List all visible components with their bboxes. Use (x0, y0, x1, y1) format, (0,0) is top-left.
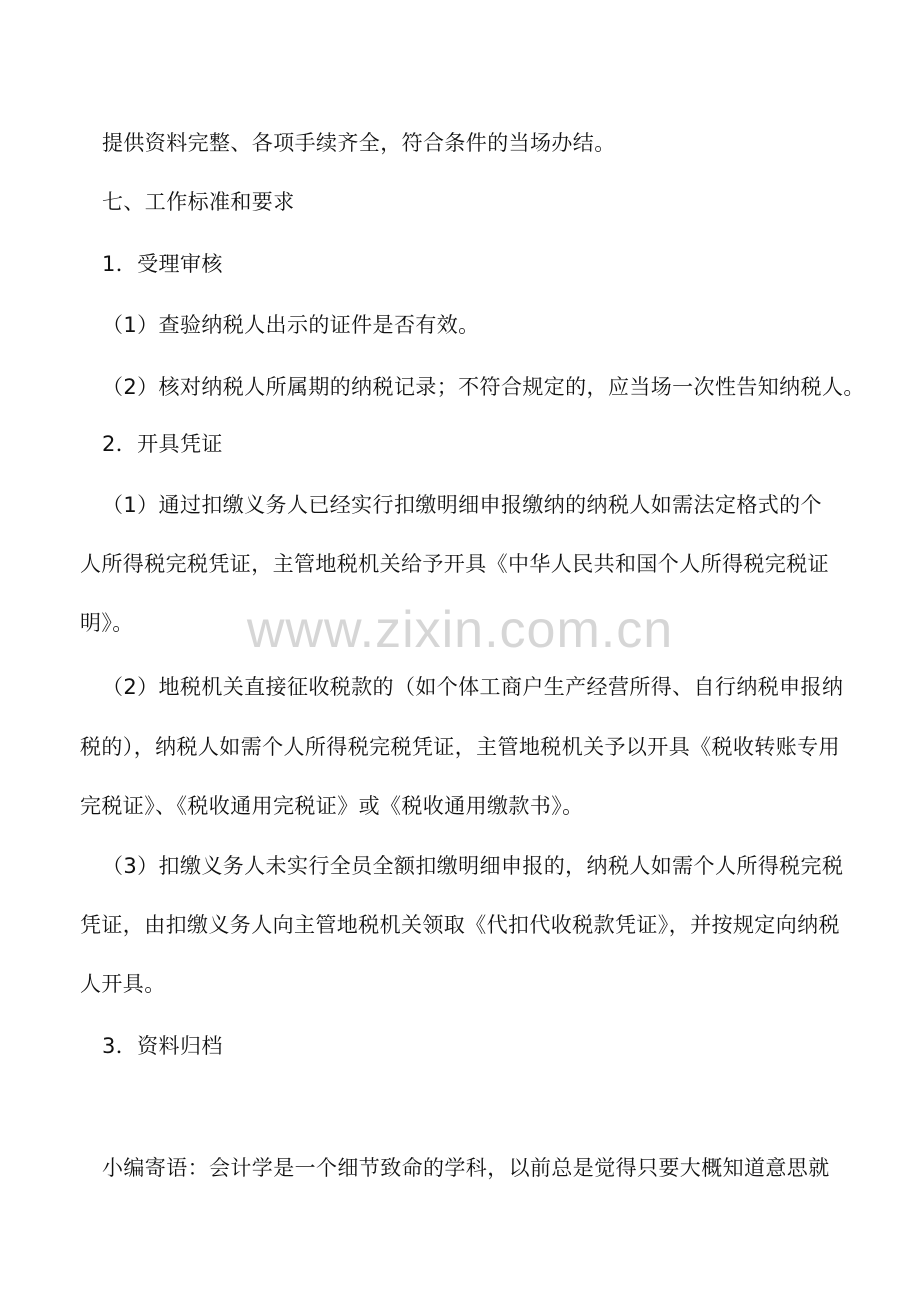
list-item: （3）扣缴义务人未实行全员全额扣缴明细申报的，纳税人如需个人所得税完税 (102, 854, 844, 878)
editor-note: 小编寄语：会计学是一个细节致命的学科，以前总是觉得只要大概知道意思就 (102, 1156, 830, 1180)
paragraph-line: 人开具。 (80, 972, 166, 996)
subsection-heading: 3．资料归档 (102, 1034, 223, 1058)
watermark: www.zixin.com.cn (246, 601, 674, 659)
subsection-heading: 1．受理审核 (102, 252, 223, 276)
list-item: （1）通过扣缴义务人已经实行扣缴明细申报缴纳的纳税人如需法定格式的个 (102, 493, 822, 517)
list-item: （1）查验纳税人出示的证件是否有效。 (102, 313, 480, 337)
paragraph-line: 人所得税完税凭证，主管地税机关给予开具《中华人民共和国个人所得税完税证 (80, 552, 829, 576)
paragraph-line: 凭证，由扣缴义务人向主管地税机关领取《代扣代收税款凭证》，并按规定向纳税 (80, 913, 840, 937)
paragraph-line: 提供资料完整、各项手续齐全，符合条件的当场办结。 (102, 131, 616, 155)
list-item: （2）核对纳税人所属期的纳税记录；不符合规定的，应当场一次性告知纳税人。 (102, 375, 865, 399)
paragraph-line: 税的），纳税人如需个人所得税完税凭证，主管地税机关予以开具《税收转账专用 (80, 735, 840, 759)
list-item: （2）地税机关直接征收税款的（如个体工商户生产经营所得、自行纳税申报纳 (102, 675, 844, 699)
subsection-heading: 2．开具凭证 (102, 432, 223, 456)
paragraph-line: 完税证》、《税收通用完税证》或《税收通用缴款书》。 (80, 794, 584, 818)
section-heading: 七、工作标准和要求 (102, 190, 295, 214)
paragraph-line: 明》。 (80, 611, 134, 635)
